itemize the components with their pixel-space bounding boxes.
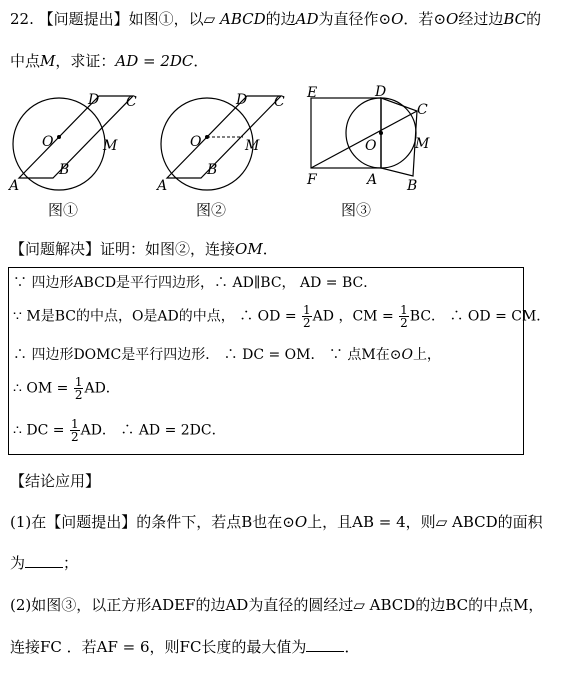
text: ∴ 四边形DOMC是平行四边形． ∴ DC = OM． ∵ 点M在 — [13, 347, 390, 363]
label-c: C — [417, 102, 428, 118]
text: 为 — [10, 554, 26, 572]
label-b: B — [207, 162, 218, 178]
text: ； — [63, 554, 79, 572]
text: 上，且AB = 4，则 — [307, 513, 436, 531]
proof-line-3 — [13, 344, 441, 364]
parallelogram-symbol: ▱ — [353, 596, 365, 614]
label-m: M — [103, 138, 118, 154]
label-o: O — [190, 134, 202, 150]
label-m: M — [415, 136, 430, 152]
parallelogram-symbol: ▱ — [435, 513, 448, 531]
shape-name: ABCD — [220, 10, 266, 28]
parallelogram-abcd — [19, 96, 133, 178]
label-o: O — [365, 138, 377, 154]
text: 证明：如图②，连接 — [100, 240, 236, 258]
label-a: A — [9, 178, 20, 193]
denominator: 2 — [303, 316, 311, 330]
figure-3 — [303, 84, 438, 196]
figure-3-caption: 图③ — [341, 201, 372, 219]
label-b: B — [59, 162, 70, 178]
answer-blank-1[interactable] — [25, 566, 63, 568]
text: 为直径作 — [318, 10, 379, 28]
denominator: 2 — [70, 430, 79, 444]
text: ． — [262, 240, 278, 258]
text: 经过边 — [458, 10, 504, 28]
question-2-line-1 — [10, 594, 543, 615]
text: ∴ OD = — [239, 308, 297, 325]
label-m: M — [245, 138, 260, 154]
solution-line — [10, 238, 278, 259]
proof-line-5 — [13, 418, 226, 443]
label-d: D — [236, 92, 248, 108]
label-b: B — [407, 178, 418, 194]
problem-line-2 — [10, 50, 208, 71]
label-o: O — [42, 134, 54, 150]
equation: AD = 2DC — [115, 52, 194, 70]
numerator: 1 — [70, 417, 79, 431]
text: 上， — [412, 347, 441, 363]
point-m: M — [40, 52, 56, 70]
answer-blank-2[interactable] — [306, 650, 344, 652]
center-point — [205, 135, 209, 139]
segment-bc: BC — [503, 10, 527, 28]
text: ，求证： — [55, 52, 116, 70]
denominator: 2 — [400, 316, 408, 330]
circle-symbol: ⊙ — [433, 10, 447, 28]
label-c: C — [274, 94, 285, 110]
label-c: C — [126, 94, 137, 110]
circle-symbol: ⊙ — [389, 347, 402, 363]
segment-om: OM — [235, 240, 263, 258]
problem-line-1 — [10, 8, 541, 29]
parallelogram-abcd — [381, 98, 417, 176]
problem-number: 22. — [10, 10, 34, 28]
text: ． — [193, 52, 209, 70]
segment-ad: AD — [295, 10, 319, 28]
center-point — [57, 135, 61, 139]
circle-o: O — [391, 10, 404, 28]
proof-box — [8, 267, 551, 455]
circle-o: O — [294, 513, 308, 531]
text: AD． ∴ AD = 2DC． — [80, 422, 226, 439]
center-point — [379, 131, 383, 135]
fraction-half — [70, 418, 80, 443]
text: ABCD的边BC的中点M， — [369, 596, 544, 614]
text: 的 — [526, 10, 542, 28]
fraction-half — [74, 376, 84, 401]
numerator: 1 — [400, 303, 408, 317]
figure-2 — [153, 88, 288, 193]
question-1-line-2 — [10, 552, 78, 573]
text: AD． — [84, 380, 120, 397]
question-1-line-1 — [10, 511, 543, 532]
text: 的边 — [265, 10, 296, 28]
text: ∵ M是BC的中点，O是AD的中点， — [13, 308, 235, 325]
proof-line-4 — [13, 376, 120, 401]
question-2-line-2 — [10, 636, 359, 657]
section-label-problem: 【问题提出】 — [38, 10, 129, 28]
circle-o: O — [446, 10, 459, 28]
text: ∴ DC = — [13, 422, 65, 439]
circle-symbol: ⊙ — [282, 513, 295, 531]
denominator: 2 — [74, 388, 83, 402]
text: ∴ OM = — [13, 380, 69, 397]
label-a: A — [367, 172, 378, 188]
text: (2)如图③，以正方形ADEF的边AD为直径的圆经过 — [10, 596, 354, 614]
text: (1)在【问题提出】的条件下，若点B也在 — [10, 513, 283, 531]
fraction-half — [302, 304, 312, 329]
text: 连接FC ．若AF = 6，则FC长度的最大值为 — [10, 638, 307, 656]
section-label-solution: 【问题解决】 — [10, 240, 101, 258]
text: BC． ∴ OD = CM． — [409, 308, 551, 325]
text: 如图①，以 — [128, 10, 204, 28]
label-f: F — [307, 172, 317, 188]
fraction-half — [399, 304, 409, 329]
text: ． — [344, 638, 360, 656]
text: 中点 — [10, 52, 41, 70]
parallelogram-symbol: ▱ — [203, 10, 216, 28]
label-d: D — [88, 92, 100, 108]
numerator: 1 — [303, 303, 311, 317]
text: AD ，CM = — [312, 308, 394, 325]
figure-1 — [5, 88, 140, 193]
circle-symbol: ⊙ — [378, 10, 392, 28]
figure-1-caption: 图① — [48, 201, 79, 219]
proof-line-1: ∵ 四边形ABCD是平行四边形，∴ AD∥BC， AD = BC． — [13, 275, 378, 291]
section-label-application: 【结论应用】 — [10, 472, 101, 490]
circle-o: O — [401, 347, 413, 363]
label-d: D — [375, 84, 387, 100]
numerator: 1 — [74, 375, 83, 389]
text: ．若 — [403, 10, 434, 28]
text: ABCD的面积 — [452, 513, 543, 531]
label-a: A — [157, 178, 168, 193]
segment-fc — [311, 111, 417, 168]
label-e: E — [307, 85, 318, 101]
figure-2-caption: 图② — [196, 201, 227, 219]
proof-line-2 — [13, 304, 550, 329]
